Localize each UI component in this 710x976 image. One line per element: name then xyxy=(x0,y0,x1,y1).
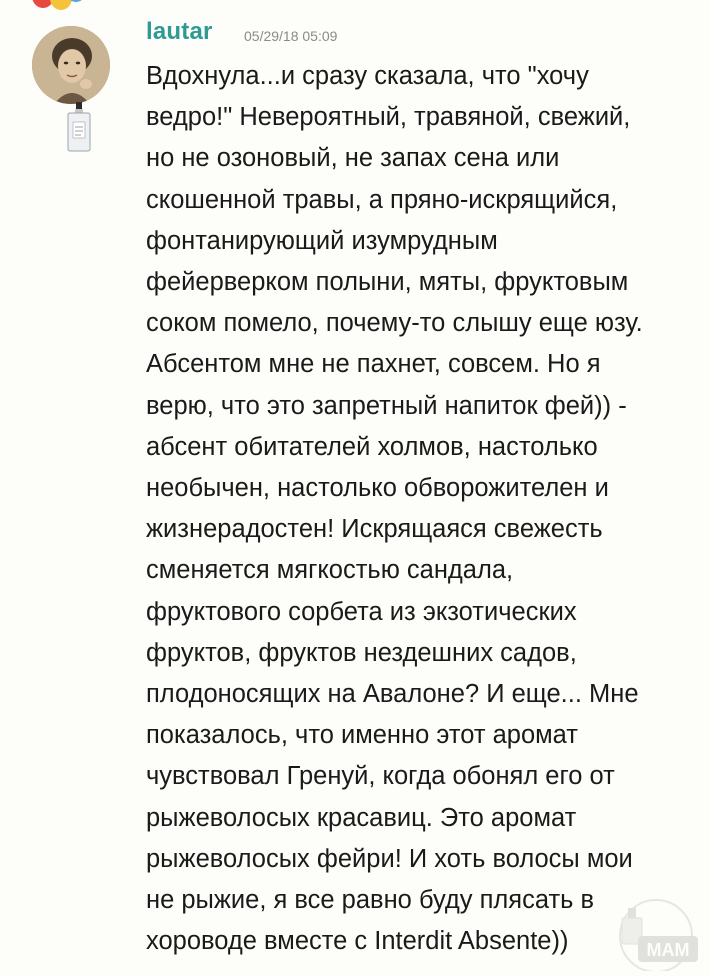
post-timestamp: 05/29/18 05:09 xyxy=(244,28,338,44)
avatar-portrait-icon xyxy=(32,26,110,104)
perfume-bottle-icon xyxy=(66,102,92,152)
watermark-text: МАМ xyxy=(646,940,690,960)
avatar[interactable] xyxy=(32,26,110,104)
username-link[interactable]: lautar xyxy=(146,18,213,45)
site-logo-watermark xyxy=(608,896,704,971)
balloons-icon xyxy=(30,0,90,14)
yellow-balloon xyxy=(50,0,72,10)
message-body: Вдохнула...и сразу сказала, что "хочу ведро!" Невероятный, травяной, свежий, но не озоновый, не запах сена или скошенной травы, а пряно-искрящийся, фонтанирующий изумрудным фейерверком полыни, мяты, фруктовым соком помело, почему-то слышу еще юзу. Абсентом мне не пахнет, совсем. Но я верю, что это запретный напиток фей)) - абсент обитателей холмов, настолько необычен, настолько обворожителен и жизнерадостен! Искрящаяся свежесть сменяется мягкостью сандала, фруктового сорбета из экзотических фруктов, фруктов нездешних садов, плодоносящих на Авалоне? И еще... Мне показалось, что именно этот аромат чувствовал Гренуй, когда обонял его от рыжеволосых красавиц. Это аромат рыжеволосых фейри! И хоть волосы мои не рыжие, я все равно буду плясать в хороводе вместе с Interdit Absente)) xyxy=(146,62,643,956)
